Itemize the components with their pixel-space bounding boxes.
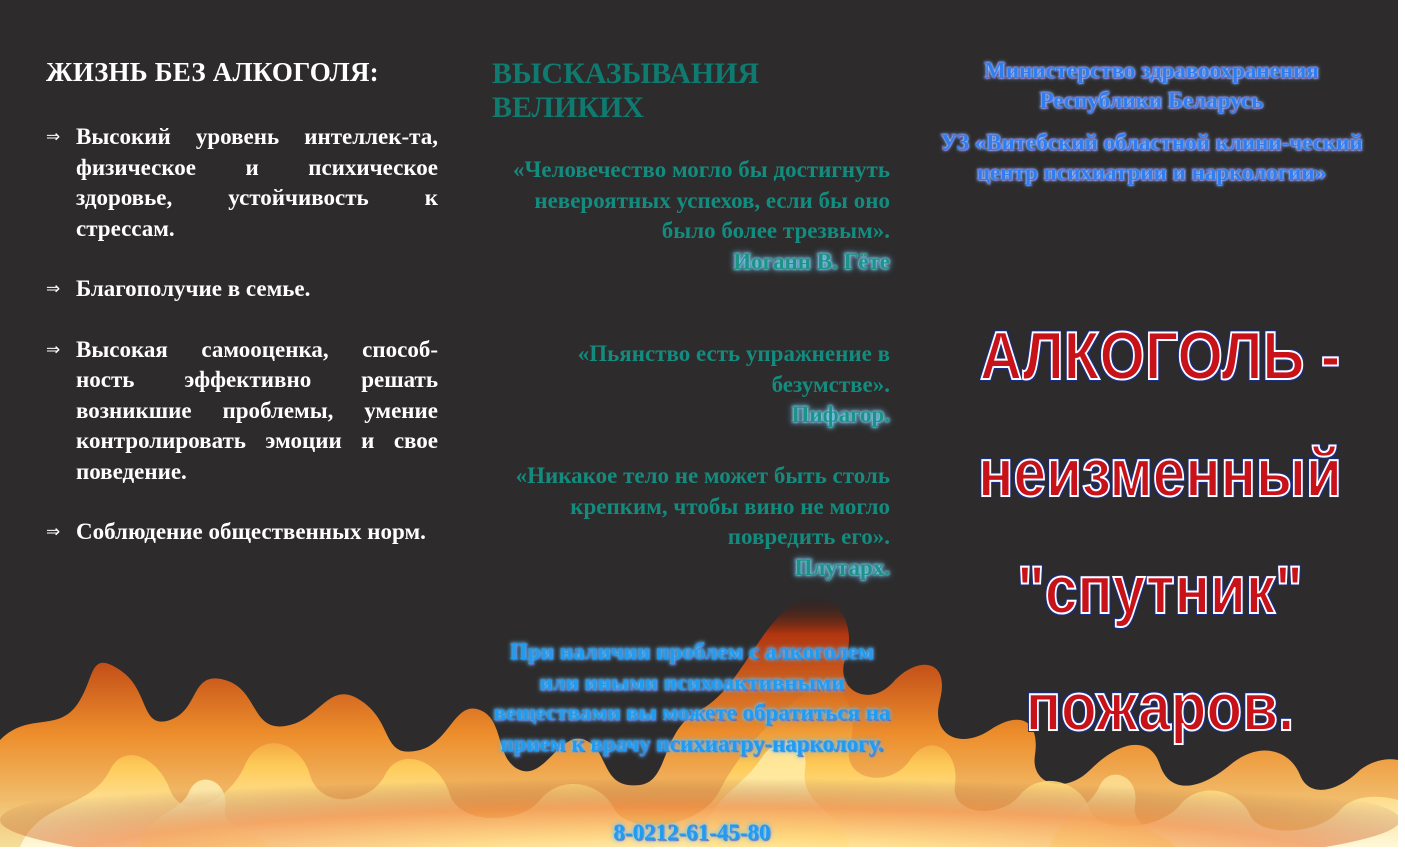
list-item-text: Соблюдение общественных норм. bbox=[76, 519, 426, 544]
page-margin-right bbox=[1398, 0, 1405, 852]
headline-line: "спутник" bbox=[1017, 552, 1303, 628]
headline-line: неизменный bbox=[978, 435, 1342, 511]
quote-block bbox=[492, 339, 890, 431]
benefits-section bbox=[46, 57, 438, 578]
quotes-heading: ВЫСКАЗЫВАНИЯ ВЕЛИКИХ bbox=[492, 57, 760, 124]
quotes-section bbox=[492, 57, 890, 580]
organization-section bbox=[935, 56, 1368, 188]
double-arrow-right-icon: ⇒ bbox=[46, 279, 61, 299]
list-item-text: Благополучие в семье. bbox=[76, 276, 311, 301]
headline-line: АЛКОГОЛЬ - bbox=[979, 318, 1341, 394]
double-arrow-right-icon: ⇒ bbox=[46, 522, 61, 542]
quote-author: Плутарх. bbox=[794, 554, 890, 580]
ministry-name: Министерство здравоохранения Республики Беларусь bbox=[984, 58, 1319, 113]
quote-block bbox=[492, 155, 890, 277]
headline-line: пожаров. bbox=[1025, 669, 1295, 745]
page-margin-bottom bbox=[0, 847, 1405, 852]
benefits-list bbox=[46, 122, 438, 548]
list-item-text: Высокий уровень интеллек-та, физическое и психическое здоровье, устойчивость к стрессам. bbox=[76, 124, 438, 241]
quote-block bbox=[492, 461, 890, 583]
quote-text: «Пьянство есть упражнение в безумстве». bbox=[577, 341, 890, 397]
main-headline bbox=[975, 298, 1345, 766]
double-arrow-right-icon: ⇒ bbox=[46, 127, 61, 147]
double-arrow-right-icon: ⇒ bbox=[46, 339, 61, 360]
benefits-heading: ЖИЗНЬ БЕЗ АЛКОГОЛЯ: bbox=[46, 57, 379, 87]
institution-name: УЗ «Витебский областной клини-ческий центр психиатрии и наркологии» bbox=[940, 130, 1363, 185]
phone-number: 8-0212-61-45-80 bbox=[613, 820, 771, 845]
list-item bbox=[46, 517, 438, 548]
quote-text: «Человечество могло бы достигнуть невероятных успехов, если бы оно было более трезвым». bbox=[512, 157, 890, 243]
quote-author: Пифагор. bbox=[791, 402, 890, 427]
list-item bbox=[46, 122, 438, 244]
quote-text: «Никакое тело не может быть столь крепким, чтобы вино не могло повредить его». bbox=[515, 463, 890, 549]
list-item bbox=[46, 335, 438, 488]
quote-author: Иоганн В. Гёте bbox=[733, 248, 890, 274]
contact-text: При наличии проблем с алкоголем или иными психоактивными веществами вы можете обратиться на прием к врачу психиатру-наркологу. bbox=[493, 639, 891, 756]
list-item bbox=[46, 274, 438, 305]
list-item-text: Высокая самооценка, способ-ность эффективно решать возникшие проблемы, умение контролировать эмоции и свое поведение. bbox=[76, 336, 438, 484]
